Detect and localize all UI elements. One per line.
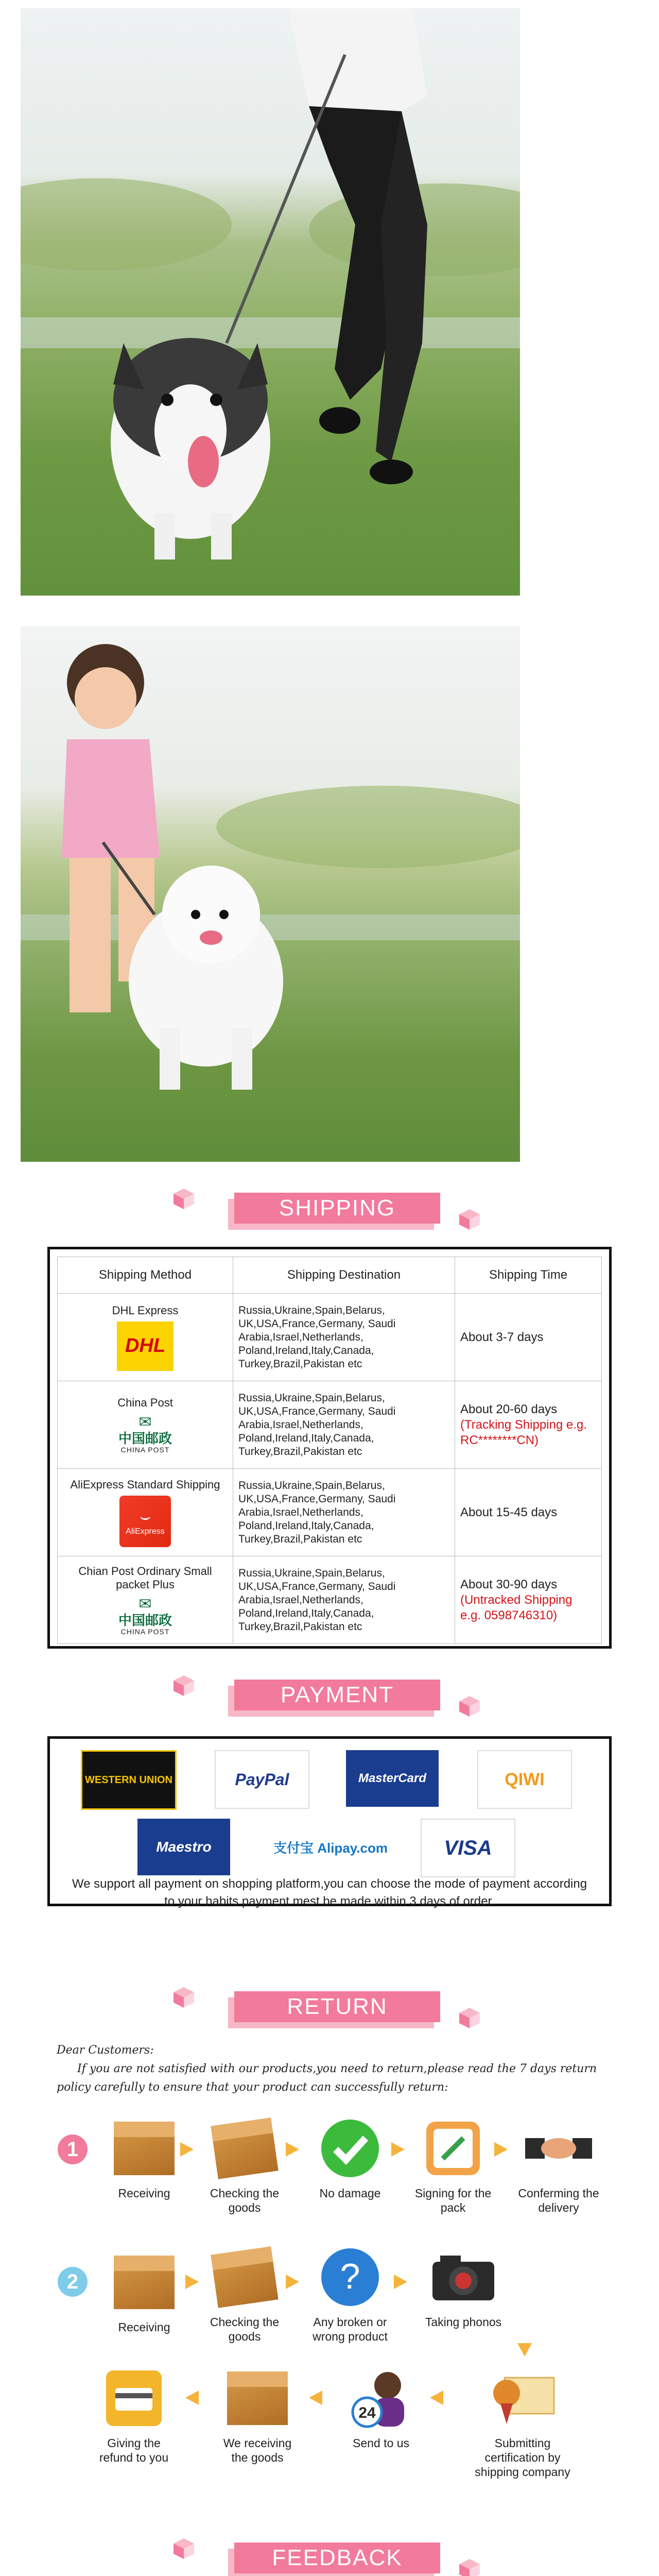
handshake-icon bbox=[525, 2128, 592, 2169]
table-row bbox=[58, 1381, 602, 1469]
box-icon bbox=[114, 2256, 175, 2309]
step-number-1: 1 bbox=[58, 2134, 88, 2164]
shipping-section-header bbox=[0, 1185, 659, 1231]
cube-icon bbox=[172, 1188, 195, 1210]
visa-logo: VISA bbox=[421, 1819, 515, 1877]
camera-icon bbox=[430, 2251, 497, 2303]
step-we-receive: We receiving the goods bbox=[216, 2365, 299, 2465]
step-receiving-2: Receiving bbox=[103, 2249, 185, 2334]
cube-icon bbox=[172, 2537, 195, 2560]
paypal-logo: PayPal bbox=[215, 1750, 309, 1809]
time-cell: About 30-90 days (Untracked Shipping e.g. 0598746310) bbox=[455, 1556, 602, 1644]
svg-text:?: ? bbox=[340, 2256, 360, 2296]
step-no-damage: No damage bbox=[309, 2115, 391, 2200]
question-icon bbox=[319, 2246, 381, 2308]
refund-card-icon bbox=[103, 2367, 165, 2429]
open-box-icon bbox=[211, 2117, 278, 2179]
step-refund: Giving the refund to you bbox=[93, 2365, 175, 2465]
product-photo-bulldog bbox=[21, 8, 520, 596]
payment-text: We support all payment on shopping platform,you can choose the mode of payment according to your habits payment mest be made within 3 days of order. bbox=[72, 1877, 587, 1908]
arrow-right-icon bbox=[391, 2142, 405, 2157]
arrow-right-icon bbox=[286, 2142, 299, 2157]
destination-cell: Russia,Ukraine,Spain,Belarus, UK,USA,France,Germany, Saudi Arabia,Israel,Netherlands, Poland,Ireland,Italy,Canada, Turkey,Brazil,Pakistan etc bbox=[233, 1556, 455, 1644]
certificate-icon bbox=[489, 2367, 556, 2429]
arrow-left-icon bbox=[430, 2391, 443, 2405]
payment-title: PAYMENT bbox=[280, 1682, 394, 1707]
return-intro: If you are not satisfied with our products,you need to return,please read the 7 days return policy carefully to ensure that your product can successfully return: bbox=[57, 2062, 597, 2094]
china-post-logo: ✉ 中国邮政 CHINA POST bbox=[118, 1595, 172, 1636]
arrow-right-icon bbox=[394, 2275, 407, 2289]
badge-24: 24 bbox=[358, 2404, 376, 2421]
destination-cell: Russia,Ukraine,Spain,Belarus, UK,USA,France,Germany, Saudi Arabia,Israel,Netherlands, Poland,Ireland,Italy,Canada, Turkey,Brazil,Pakistan etc bbox=[233, 1469, 455, 1556]
header-destination: Shipping Destination bbox=[233, 1257, 455, 1294]
check-icon bbox=[319, 2117, 381, 2179]
bulldog-photo-illustration bbox=[21, 8, 520, 596]
time-cell: About 20-60 days (Tracking Shipping e.g. RC********CN) bbox=[455, 1381, 602, 1469]
maestro-logo: Maestro bbox=[137, 1819, 230, 1875]
western-union-logo: WESTERN UNION bbox=[81, 1750, 177, 1810]
header-time: Shipping Time bbox=[455, 1257, 602, 1294]
payment-section-header bbox=[0, 1672, 659, 1718]
step-certification: Submitting certification by shipping company bbox=[463, 2365, 582, 2479]
step-checking-2: Checking the goods bbox=[203, 2244, 286, 2344]
sign-icon bbox=[422, 2117, 484, 2179]
box-icon bbox=[227, 2371, 288, 2425]
qiwi-logo: QIWI bbox=[477, 1750, 572, 1809]
box-icon bbox=[114, 2122, 175, 2175]
method-name: DHL Express bbox=[112, 1303, 179, 1317]
feedback-section-header bbox=[0, 2535, 659, 2576]
shipping-title: SHIPPING bbox=[279, 1195, 396, 1221]
shipping-table bbox=[57, 1257, 602, 1644]
alipay-logo: 支付宝 Alipay.com bbox=[266, 1819, 395, 1875]
table-row bbox=[58, 1469, 602, 1556]
table-row bbox=[58, 1294, 602, 1381]
arrow-down-icon bbox=[517, 2343, 532, 2357]
arrow-right-icon bbox=[180, 2142, 194, 2157]
payment-box bbox=[47, 1736, 612, 1906]
dhl-logo: DHL bbox=[117, 1321, 174, 1371]
return-greeting: Dear Customers: bbox=[57, 2044, 154, 2057]
support-agent-icon bbox=[348, 2365, 414, 2432]
step-signing: Signing for the pack bbox=[412, 2115, 494, 2215]
destination-cell: Russia,Ukraine,Spain,Belarus, UK,USA,France,Germany, Saudi Arabia,Israel,Netherlands, Poland,Ireland,Italy,Canada, Turkey,Brazil,Pakistan etc bbox=[233, 1381, 455, 1469]
time-cell: About 15-45 days bbox=[455, 1469, 602, 1556]
table-row bbox=[58, 1556, 602, 1644]
arrow-left-icon bbox=[185, 2391, 199, 2405]
aliexpress-logo: ⌣ AliExpress bbox=[119, 1496, 171, 1547]
return-title: RETURN bbox=[287, 1994, 388, 2019]
cube-icon bbox=[458, 1695, 481, 1718]
step-number-2: 2 bbox=[58, 2267, 88, 2297]
arrow-right-icon bbox=[286, 2275, 299, 2289]
step-confirming: Conferming the delivery bbox=[517, 2115, 600, 2215]
product-photo-girl-poodle bbox=[21, 626, 520, 1162]
method-name: China Post bbox=[117, 1396, 173, 1409]
cube-icon bbox=[458, 1208, 481, 1231]
step-send-to-us: 24 Send to us bbox=[340, 2365, 422, 2450]
arrow-right-icon bbox=[494, 2142, 508, 2157]
mastercard-logo: MasterCard bbox=[346, 1750, 439, 1807]
cube-icon bbox=[458, 2558, 481, 2576]
destination-cell: Russia,Ukraine,Spain,Belarus, UK,USA,France,Germany, Saudi Arabia,Israel,Netherlands, Poland,Ireland,Italy,Canada, Turkey,Brazil,Pakistan etc bbox=[233, 1294, 455, 1381]
arrow-right-icon bbox=[185, 2275, 199, 2289]
method-name: AliExpress Standard Shipping bbox=[70, 1478, 220, 1491]
step-broken: ? Any broken or wrong product bbox=[309, 2244, 391, 2344]
step-receiving: Receiving bbox=[103, 2115, 185, 2200]
time-cell: About 3-7 days bbox=[455, 1294, 602, 1381]
step-checking: Checking the goods bbox=[203, 2115, 286, 2215]
cube-icon bbox=[172, 1674, 195, 1697]
feedback-title: FEEDBACK bbox=[272, 2545, 403, 2570]
step-photos: Taking phonos bbox=[422, 2244, 505, 2329]
open-box-icon bbox=[211, 2246, 278, 2308]
cube-icon bbox=[458, 2007, 481, 2029]
header-method: Shipping Method bbox=[58, 1257, 233, 1294]
table-header-row bbox=[58, 1257, 602, 1294]
method-name: Chian Post Ordinary Small packet Plus bbox=[78, 1564, 212, 1591]
arrow-left-icon bbox=[309, 2391, 322, 2405]
china-post-logo: ✉ 中国邮政 CHINA POST bbox=[118, 1413, 172, 1454]
return-section-header bbox=[0, 1984, 659, 2030]
shipping-table-box bbox=[47, 1247, 612, 1649]
poodle-photo-illustration bbox=[21, 626, 520, 1162]
cube-icon bbox=[172, 1986, 195, 2009]
